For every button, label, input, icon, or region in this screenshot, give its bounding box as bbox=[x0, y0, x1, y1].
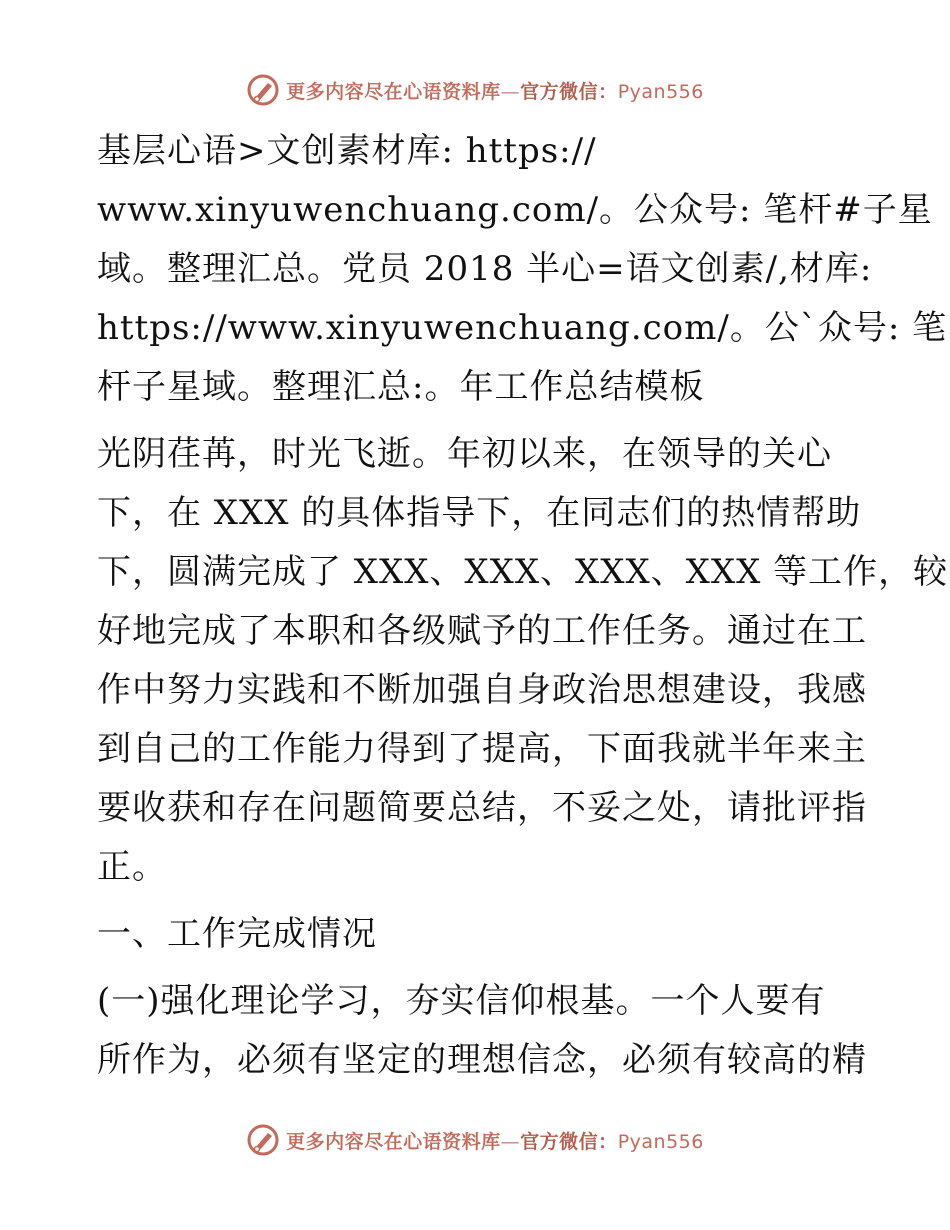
text-line: 作中努力实践和不断加强自身政治思想建设，我感 bbox=[97, 670, 867, 710]
footer-watermark bbox=[0, 1120, 950, 1160]
heading-line: 一、工作完成情况 bbox=[97, 914, 377, 954]
section-heading bbox=[97, 905, 857, 964]
watermark-text bbox=[286, 77, 704, 104]
text-line: www.xinyuwenchuang.com/。公众号: 笔杆#子星 bbox=[97, 190, 933, 230]
watermark-dash: — bbox=[500, 1130, 521, 1153]
text-line: 下，在 XXX 的具体指导下，在同志们的热情帮助 bbox=[97, 493, 862, 533]
opening-paragraph bbox=[97, 425, 949, 897]
text-line: 杆子星域。整理汇总:。年工作总结模板 bbox=[97, 367, 705, 407]
watermark-brand: 更多内容尽在心语资料库 bbox=[286, 80, 501, 103]
pen-logo-icon bbox=[246, 1123, 280, 1157]
text-line: 所作为，必须有坚定的理想信念，必须有较高的精 bbox=[97, 1040, 867, 1080]
text-line: 好地完成了本职和各级赋予的工作任务。通过在工 bbox=[97, 611, 867, 651]
text-line: 要收获和存在问题简要总结，不妥之处，请批评指 bbox=[97, 788, 867, 828]
watermark-text bbox=[286, 1127, 704, 1154]
watermark-brand: 更多内容尽在心语资料库 bbox=[286, 1130, 501, 1153]
text-line: 正。 bbox=[97, 847, 167, 887]
header-watermark bbox=[0, 70, 950, 110]
text-line: 光阴荏苒，时光飞逝。年初以来，在领导的关心 bbox=[97, 434, 832, 474]
text-line: 域。整理汇总。党员 2018 半心=语文创素/,材库: bbox=[97, 249, 873, 289]
watermark-dash: — bbox=[500, 80, 521, 103]
text-line: 到自己的工作能力得到了提高，下面我就半年来主 bbox=[97, 729, 867, 769]
text-line: 基层心语>文创素材库: https:// bbox=[97, 131, 597, 171]
watermark-handle: Pyan556 bbox=[617, 80, 704, 103]
document-body bbox=[97, 122, 949, 1090]
watermark-wechat-label: 官方微信： bbox=[520, 80, 618, 103]
text-line: 下，圆满完成了 XXX、XXX、XXX、XXX 等工作，较 bbox=[97, 552, 949, 592]
pen-logo-icon bbox=[246, 73, 280, 107]
watermark-handle: Pyan556 bbox=[617, 1130, 704, 1153]
watermark-wechat-label: 官方微信： bbox=[520, 1130, 618, 1153]
subsection-paragraph bbox=[97, 972, 867, 1090]
text-line: https://www.xinyuwenchuang.com/。公`众号: 笔 bbox=[97, 308, 948, 348]
text-line: (一)强化理论学习，夯实信仰根基。一个人要有 bbox=[97, 981, 826, 1021]
intro-paragraph bbox=[97, 122, 948, 417]
